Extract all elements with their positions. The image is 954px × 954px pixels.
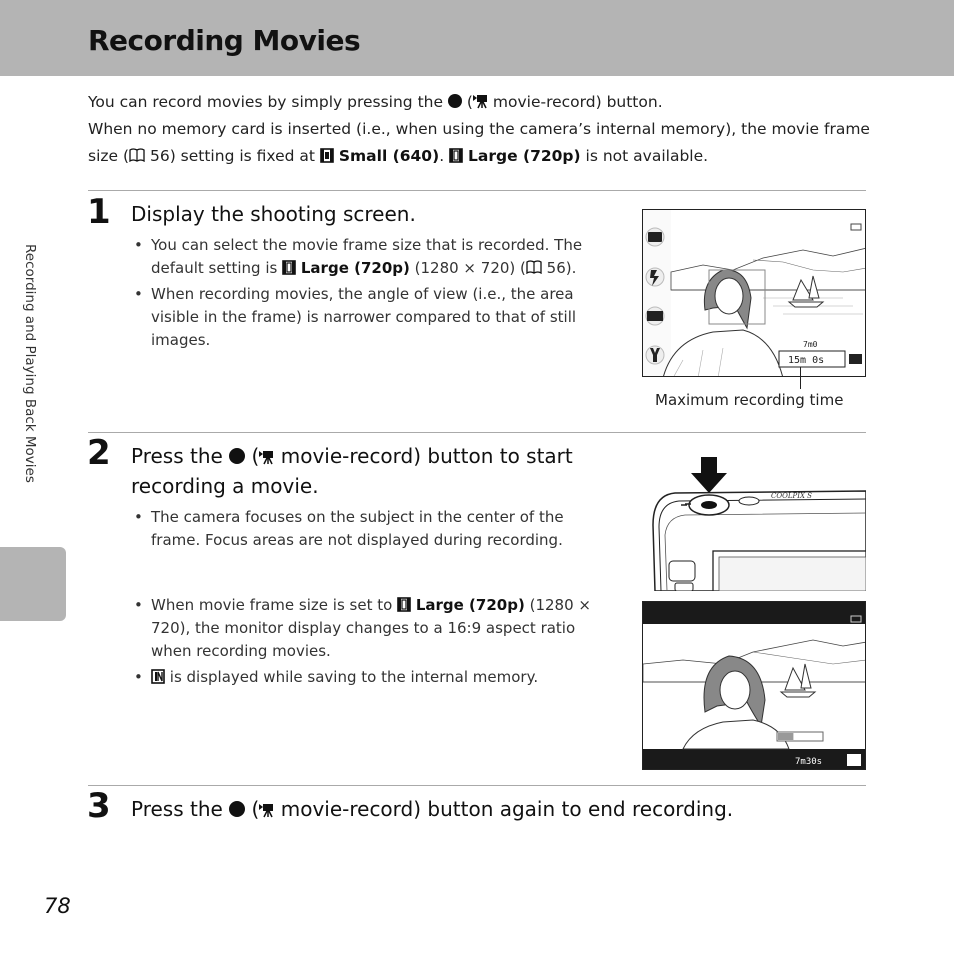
step-title: Press the ( movie-record) button to start recording a movie. [131, 444, 573, 498]
recording-progress-fill [778, 733, 793, 740]
intro-paragraph-1: You can record movies by simply pressing the ( movie-record) button. [88, 93, 663, 111]
divider [88, 785, 866, 786]
internal-memory-icon [151, 669, 165, 684]
camera-brand-label: COOLPIX S [771, 492, 812, 500]
section-tab [0, 547, 66, 621]
page-header [0, 0, 954, 76]
camera-drawing [645, 455, 866, 591]
intro-text [88, 89, 878, 170]
step-title: Press the ( movie-record) button again to end recording. [131, 797, 734, 821]
intro-paragraph-2: When no memory card is inserted (i.e., when using the camera’s internal memory), the movie frame size ( 56) setting is fixed at Small (640). Large (720p) is not available. [88, 120, 870, 165]
shooting-screen-illustration [642, 209, 866, 377]
record-button-icon [229, 801, 245, 817]
page-title: Recording Movies [88, 24, 361, 57]
max-recording-time-readout: 15m 0s [788, 355, 825, 366]
list-item: • The camera focuses on the subject in the center of the frame. Focus areas are not displayed during recording. [134, 506, 604, 552]
divider [88, 190, 866, 191]
frame-size-large-icon [449, 148, 463, 163]
list-item: • When movie frame size is set to Large (720p) (1280 × 720), the monitor display changes to a 16:9 aspect ratio when recording movies. [134, 594, 604, 663]
page-number: 78 [44, 894, 71, 918]
camera-illustration [645, 455, 866, 591]
frame-size-small-icon [320, 148, 334, 163]
list-item: • When recording movies, the angle of view (i.e., the area visible in the frame) is narrower compared to that of still images. [134, 283, 604, 352]
step-number: 2 [87, 433, 111, 473]
reference-book-icon [526, 260, 542, 274]
list-item: • is displayed while saving to the internal memory. [134, 666, 604, 689]
recording-screen-drawing [643, 602, 866, 770]
recording-time-readout: 7m30s [795, 757, 823, 767]
list-item: • You can select the movie frame size that is recorded. The default setting is Large (720p) (1280 × 720) ( 56). [134, 234, 604, 280]
step-number: 1 [87, 192, 111, 232]
shooting-screen-drawing [643, 210, 866, 377]
movie-camera-icon [473, 93, 488, 109]
step-number: 3 [87, 786, 111, 826]
divider [88, 432, 866, 433]
reference-book-icon [129, 148, 145, 162]
step2-bullets-b [134, 594, 604, 692]
step2-bullets-a [134, 506, 604, 555]
callout-line [800, 367, 801, 389]
recording-screen-illustration [642, 601, 866, 770]
record-button-icon [229, 448, 245, 464]
callout-label: Maximum recording time [655, 391, 844, 409]
frame-size-large-icon [397, 597, 411, 612]
record-button-icon [448, 94, 462, 108]
movie-camera-icon [259, 449, 274, 465]
step-title: Display the shooting screen. [131, 202, 416, 226]
remaining-frames-readout: 7m0 [803, 340, 818, 349]
movie-camera-icon [259, 802, 274, 818]
frame-size-large-icon [282, 260, 296, 275]
step1-bullets [134, 234, 604, 355]
side-section-label: Recording and Playing Back Movies [22, 244, 38, 483]
